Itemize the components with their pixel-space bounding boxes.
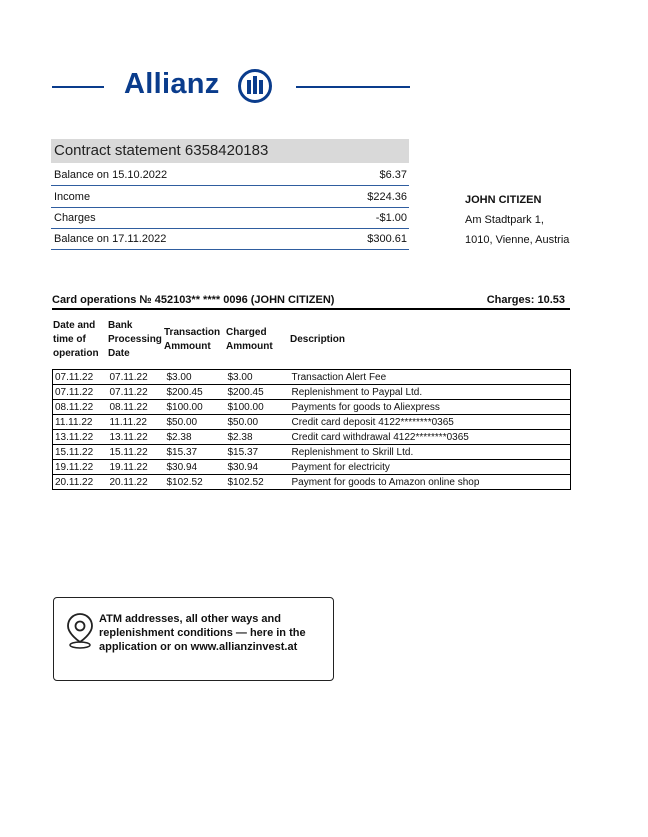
header-rule-left	[52, 86, 104, 88]
cell-description: Credit card deposit 4122********0365	[290, 415, 571, 430]
cell-transaction: $200.45	[165, 385, 226, 400]
card-operations-table	[52, 369, 571, 490]
cell-transaction: $102.52	[165, 475, 226, 490]
cell-charged: $50.00	[226, 415, 290, 430]
cell-bank-date: 19.11.22	[108, 460, 165, 475]
customer-address-line2: 1010, Vienne, Austria	[465, 234, 570, 246]
info-box	[53, 597, 334, 681]
table-row	[53, 460, 571, 475]
brand-logo-text: Allianz	[124, 68, 220, 100]
cell-charged: $15.37	[226, 445, 290, 460]
cell-bank-date: 15.11.22	[108, 445, 165, 460]
cell-transaction: $50.00	[165, 415, 226, 430]
cell-date: 20.11.22	[53, 475, 108, 490]
table-row	[53, 370, 571, 385]
contract-row-label: Balance on 15.10.2022	[54, 169, 168, 181]
cell-bank-date: 08.11.22	[108, 400, 165, 415]
cell-date: 19.11.22	[53, 460, 108, 475]
table-row	[53, 385, 571, 400]
cell-date: 15.11.22	[53, 445, 108, 460]
header-rule-right	[296, 86, 410, 88]
cell-transaction: $3.00	[165, 370, 226, 385]
contract-row-value: $224.36	[367, 191, 407, 203]
cell-date: 11.11.22	[53, 415, 108, 430]
table-row	[53, 445, 571, 460]
cell-bank-date: 13.11.22	[108, 430, 165, 445]
col-header-charged: Charged Ammount	[226, 327, 273, 352]
cell-charged: $102.52	[226, 475, 290, 490]
col-header-transaction: Transaction Ammount	[164, 327, 221, 352]
col-header-description: Description	[290, 334, 346, 345]
cell-bank-date: 11.11.22	[108, 415, 165, 430]
col-header-date: Date and time of operation	[53, 320, 99, 359]
customer-name: JOHN CITIZEN	[465, 194, 542, 206]
contract-row	[51, 164, 409, 186]
cell-description: Replenishment to Paypal Ltd.	[290, 385, 571, 400]
cell-transaction: $2.38	[165, 430, 226, 445]
cell-date: 07.11.22	[53, 385, 108, 400]
info-text: ATM addresses, all other ways and replenishment conditions — here in the application or on www.allianzinvest.at	[99, 613, 306, 653]
cell-bank-date: 20.11.22	[108, 475, 165, 490]
contract-row-label: Income	[54, 191, 91, 203]
cell-charged: $200.45	[226, 385, 290, 400]
contract-statement-title: Contract statement 6358420183	[51, 139, 409, 163]
cell-description: Payment for electricity	[290, 460, 571, 475]
cell-bank-date: 07.11.22	[108, 385, 165, 400]
contract-row-value: -$1.00	[375, 212, 407, 224]
customer-address-line1: Am Stadtpark 1,	[465, 214, 544, 226]
cell-description: Replenishment to Skrill Ltd.	[290, 445, 571, 460]
cell-date: 07.11.22	[53, 370, 108, 385]
contract-row-value: $6.37	[379, 169, 407, 181]
cell-description: Payment for goods to Amazon online shop	[290, 475, 571, 490]
card-operations-title: Card operations № 452103** **** 0096 (JOHN CITIZEN)	[52, 294, 335, 306]
cell-charged: $3.00	[226, 370, 290, 385]
contract-row-label: Balance on 17.11.2022	[54, 233, 167, 245]
cell-bank-date: 07.11.22	[108, 370, 165, 385]
cell-transaction: $15.37	[165, 445, 226, 460]
contract-row-label: Charges	[54, 212, 96, 224]
cell-charged: $2.38	[226, 430, 290, 445]
cell-description: Payments for goods to Aliexpress	[290, 400, 571, 415]
cell-transaction: $100.00	[165, 400, 226, 415]
card-operations-rule	[52, 308, 570, 310]
table-row	[53, 430, 571, 445]
table-row	[53, 475, 571, 490]
contract-row-value: $300.61	[367, 233, 407, 245]
contract-row	[51, 186, 409, 208]
col-header-bank-date: Bank Processing Date	[108, 320, 162, 359]
cell-charged: $100.00	[226, 400, 290, 415]
contract-row	[51, 207, 409, 229]
table-row	[53, 400, 571, 415]
contract-row	[51, 228, 409, 250]
cell-description: Transaction Alert Fee	[290, 370, 571, 385]
cell-date: 13.11.22	[53, 430, 108, 445]
cell-date: 08.11.22	[53, 400, 108, 415]
cell-description: Credit card withdrawal 4122********0365	[290, 430, 571, 445]
allianz-eagle-icon	[237, 68, 273, 104]
card-operations-charges: Charges: 10.53	[486, 294, 565, 306]
cell-transaction: $30.94	[165, 460, 226, 475]
table-row	[53, 415, 571, 430]
cell-charged: $30.94	[226, 460, 290, 475]
location-pin-icon	[66, 612, 94, 650]
